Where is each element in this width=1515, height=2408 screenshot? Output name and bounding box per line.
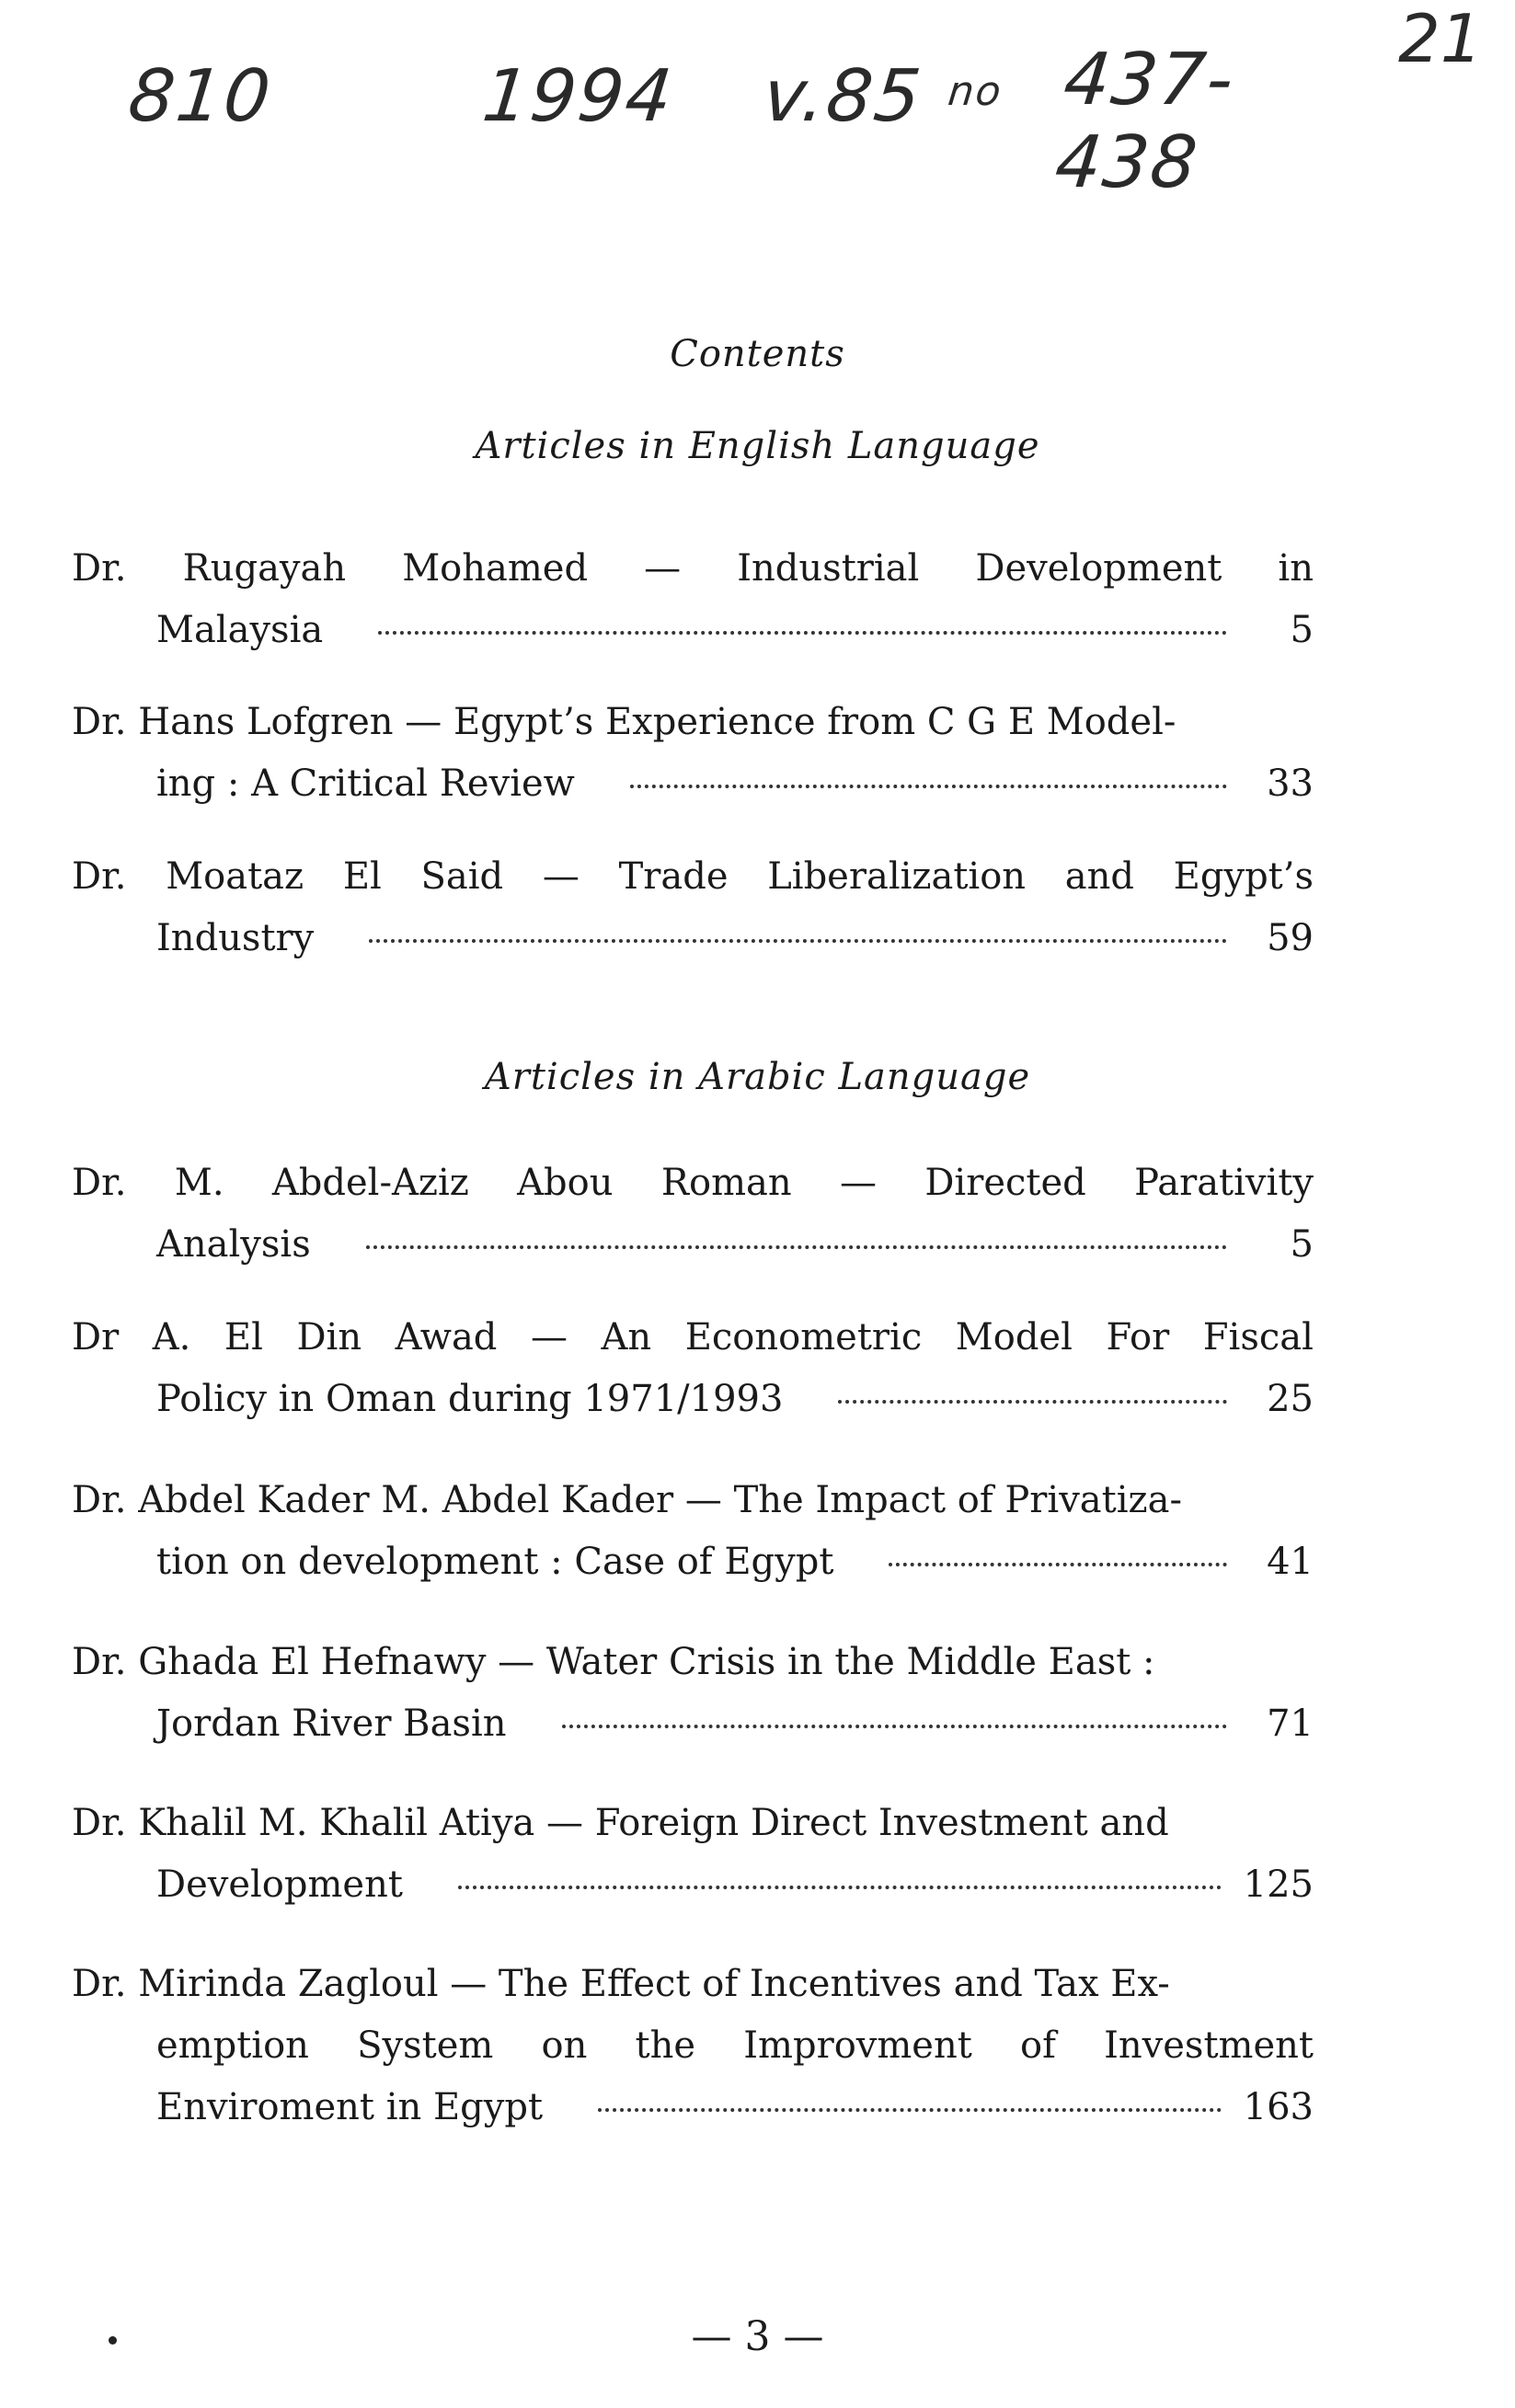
handwritten-issue-abbr: no: [946, 68, 1005, 115]
handwritten-issues: 437-438: [1050, 39, 1239, 204]
entry-title-final-line: [72, 600, 1314, 661]
entry-text: Dr. Khalil M. Khalil Atiya — Foreign Direct Investment and: [72, 1802, 1169, 1844]
entry-word: Econometric: [684, 1316, 923, 1359]
entry-title-final-line: [72, 1854, 1314, 1916]
dot-leader: [889, 1563, 1227, 1566]
entry-title-line: [72, 1954, 1314, 2015]
entry-word: —: [530, 1316, 568, 1359]
entry-word: Development: [975, 547, 1222, 590]
entry-word: Rugayah: [182, 547, 347, 590]
entry-page-number: 25: [1267, 1378, 1314, 1420]
entry-page-number: 5: [1290, 609, 1314, 651]
entry-word: Industrial: [737, 547, 920, 590]
toc-entry: [72, 692, 1314, 815]
entry-page-number: 33: [1267, 763, 1314, 805]
entry-word: on: [541, 2024, 588, 2067]
entry-word: Moataz: [166, 855, 304, 898]
entry-word: —: [839, 1162, 877, 1204]
entry-word: emption: [156, 2024, 309, 2067]
entry-text: Enviroment in Egypt: [156, 2086, 544, 2128]
entry-text: Industry: [156, 917, 315, 959]
handwritten-volume: v.85: [759, 55, 926, 138]
entry-word: A.: [152, 1316, 191, 1359]
entry-page-number: 59: [1267, 917, 1314, 959]
entry-word: Model: [955, 1316, 1073, 1359]
entry-title-final-line: [72, 753, 1314, 815]
toc-entry: [72, 1152, 1314, 1276]
contents-title: Contents: [670, 333, 845, 375]
entry-word: Parativity: [1134, 1162, 1314, 1204]
dot-leader: [458, 1886, 1222, 1889]
entry-text: Policy in Oman during 1971/1993: [156, 1378, 784, 1420]
entry-word: and: [1064, 855, 1134, 898]
dot-leader: [378, 631, 1227, 635]
entry-title-final-line: [72, 908, 1314, 969]
entry-text: Jordan River Basin: [156, 1703, 507, 1745]
dot-leader: [369, 939, 1227, 943]
entry-line-justified: [72, 1152, 1314, 1214]
dot-leader: [630, 785, 1227, 788]
entry-word: Dr.: [72, 855, 127, 898]
entry-title-final-line: [72, 1369, 1314, 1430]
entry-word: Investment: [1104, 2024, 1314, 2067]
entry-word: System: [357, 2024, 494, 2067]
entry-page-number: 163: [1243, 2086, 1314, 2128]
entry-word: Directed: [924, 1162, 1086, 1204]
entry-word: the: [635, 2024, 696, 2067]
entry-line-justified: [72, 538, 1314, 600]
entry-page-number: 5: [1290, 1223, 1314, 1266]
entry-word: El: [224, 1316, 263, 1359]
entry-word: Dr.: [72, 547, 127, 590]
entry-title-line: [72, 1470, 1314, 1531]
entry-page-number: 125: [1243, 1863, 1314, 1906]
dot-leader: [598, 2108, 1222, 2112]
toc-entry: [72, 1954, 1314, 2139]
entry-word: Abdel-Aziz: [271, 1162, 469, 1204]
entry-title-line: [72, 1793, 1314, 1854]
toc-entry: [72, 846, 1314, 969]
handwritten-corner-mark: 21: [1398, 0, 1483, 77]
dot-leader: [562, 1725, 1227, 1728]
entry-text: Development: [156, 1863, 403, 1906]
entry-word: Dr.: [72, 1162, 127, 1204]
section-heading-english: Articles in English Language: [475, 425, 1040, 467]
entry-text: Dr. Mirinda Zagloul — The Effect of Incentives and Tax Ex-: [72, 1963, 1170, 2005]
entry-word: Mohamed: [402, 547, 589, 590]
entry-word: Egypt’s: [1173, 855, 1314, 898]
handwritten-year: 1994: [478, 55, 678, 138]
entry-word: M.: [174, 1162, 224, 1204]
entry-title-final-line: [72, 1531, 1314, 1593]
entry-page-number: 41: [1267, 1541, 1314, 1583]
page-number: — 3 —: [691, 2313, 824, 2360]
entry-text: Dr. Hans Lofgren — Egypt’s Experience from C G E Model-: [72, 701, 1176, 743]
handwritten-call-number: 810: [124, 55, 276, 138]
entry-text: Dr. Ghada El Hefnawy — Water Crisis in the Middle East :: [72, 1641, 1155, 1683]
entry-word: Awad: [395, 1316, 498, 1359]
entry-line-justified: [72, 2015, 1314, 2077]
entry-text: Analysis: [156, 1223, 311, 1266]
entry-word: Dr: [72, 1316, 120, 1359]
entry-title-final-line: [72, 1214, 1314, 1276]
entry-word: Trade: [618, 855, 729, 898]
entry-word: —: [644, 547, 682, 590]
entry-word: in: [1278, 547, 1314, 590]
entry-page-number: 71: [1267, 1703, 1314, 1745]
entry-word: Said: [420, 855, 504, 898]
toc-entry: [72, 538, 1314, 661]
entry-word: Improvment: [743, 2024, 972, 2067]
entry-word: Liberalization: [767, 855, 1027, 898]
entry-text: Dr. Abdel Kader M. Abdel Kader — The Impact of Privatiza-: [72, 1479, 1182, 1521]
entry-title-final-line: [72, 1693, 1314, 1755]
entry-word: —: [542, 855, 580, 898]
entry-word: Roman: [660, 1162, 792, 1204]
toc-entry: [72, 1632, 1314, 1755]
toc-entry: [72, 1470, 1314, 1593]
entry-word: Din: [296, 1316, 362, 1359]
toc-entry: [72, 1793, 1314, 1916]
entry-word: Fiscal: [1202, 1316, 1314, 1359]
entry-title-final-line: [72, 2077, 1314, 2139]
entry-line-justified: [72, 846, 1314, 908]
entry-word: El: [342, 855, 382, 898]
toc-entry: [72, 1307, 1314, 1430]
entry-title-line: [72, 1632, 1314, 1693]
entry-title-line: [72, 692, 1314, 753]
entry-word: Abou: [517, 1162, 614, 1204]
dot-leader: [838, 1400, 1227, 1404]
section-heading-arabic: Articles in Arabic Language: [484, 1056, 1031, 1098]
entry-text: Malaysia: [156, 609, 324, 651]
entry-line-justified: [72, 1307, 1314, 1369]
entry-text: tion on development : Case of Egypt: [156, 1541, 834, 1583]
entry-word: of: [1020, 2024, 1056, 2067]
dot-leader: [366, 1245, 1227, 1249]
entry-word: An: [601, 1316, 652, 1359]
entry-word: For: [1106, 1316, 1170, 1359]
entry-text: ing : A Critical Review: [156, 763, 575, 805]
